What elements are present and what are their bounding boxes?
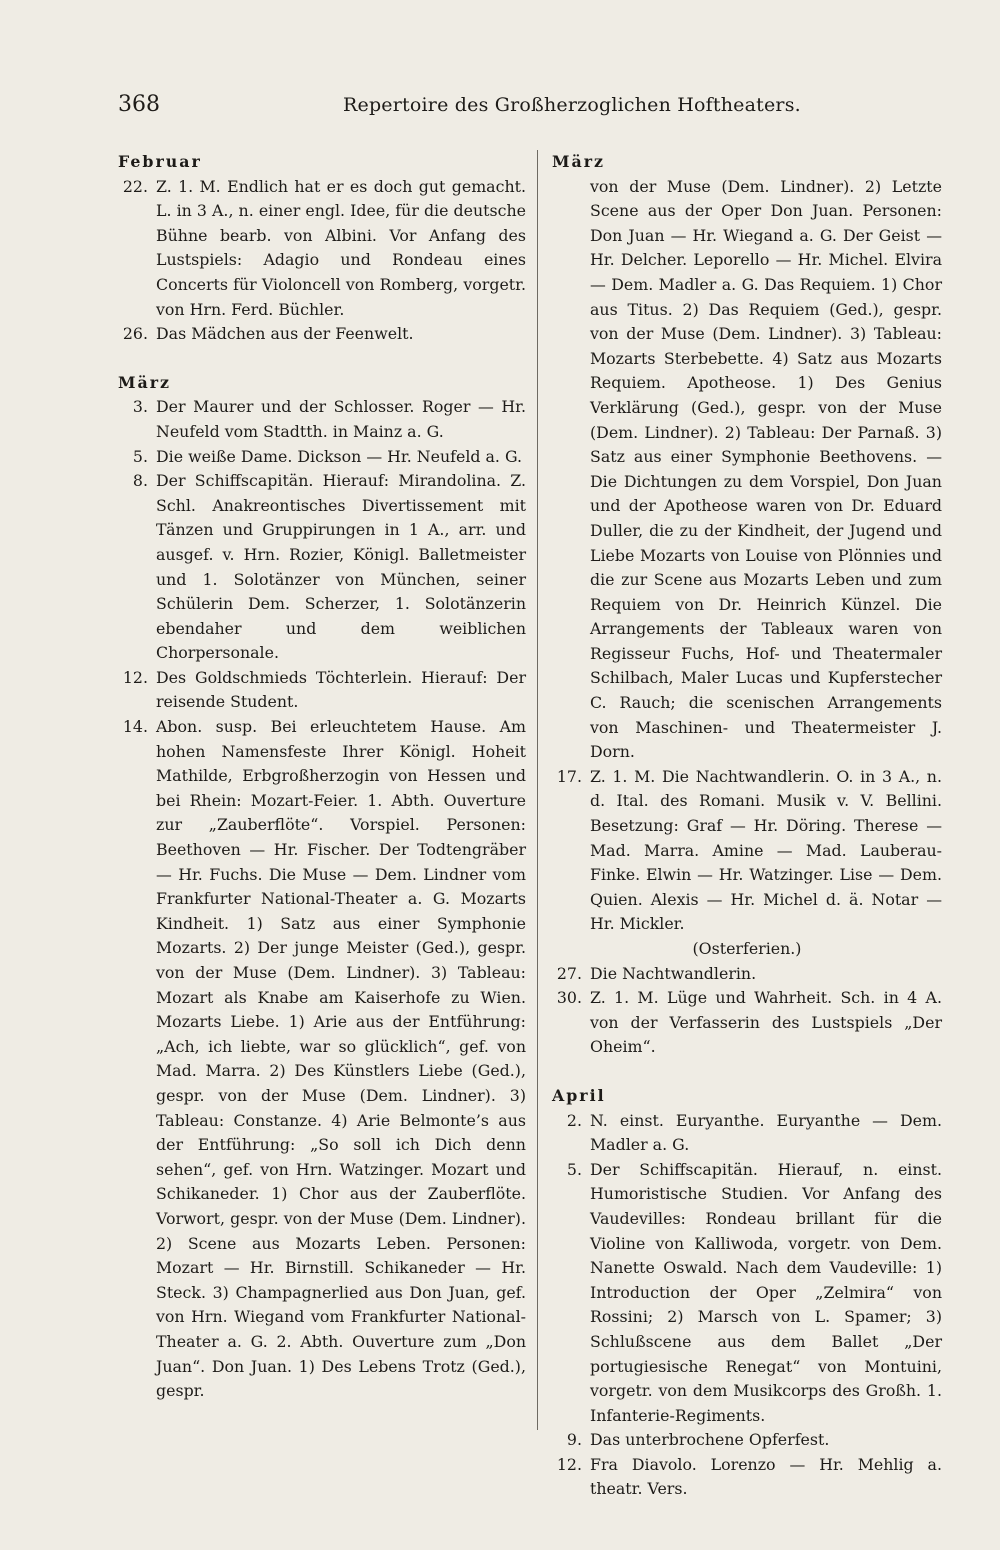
entry-text: Die Nachtwandlerin.	[590, 963, 757, 983]
entry-day: 30.	[556, 988, 582, 1008]
entry-text: Die weiße Dame. Dickson — Hr. Neufeld a. G.	[156, 446, 523, 466]
repertoire-entry	[118, 322, 526, 347]
entry-text: Das Mädchen aus der Feenwelt.	[156, 324, 414, 344]
section-note: (Osterferien.)	[692, 939, 802, 958]
repertoire-entry	[118, 469, 526, 666]
entry-text: Z. 1. M. Lüge und Wahrheit. Sch. in 4 A. von der Verfasserin des Lustspiels „Der Oheim“.	[590, 988, 942, 1057]
column-divider	[537, 150, 538, 1430]
repertoire-entry	[118, 666, 526, 715]
repertoire-entry	[552, 1453, 942, 1502]
entry-day: 5.	[566, 1159, 582, 1179]
entry-day: 27.	[556, 963, 582, 983]
repertoire-entry	[552, 765, 942, 937]
running-title: Repertoire des Großherzoglichen Hoftheaters.	[343, 94, 801, 116]
right-column	[552, 150, 942, 1502]
entry-day: 14.	[122, 717, 148, 737]
entry-text: Der Schiffscapitän. Hierauf, n. einst. Humoristische Studien. Vor Anfang des Vaudevilles: Rondeau brillant für die Violine von Kalliwoda, vorgetr. von Dem. Nanette Oswald. Nach dem Vaudeville: 1) Introduction der Oper „Zelmira“ von Rossini; 2) Marsch von L. Spamer; 3) Schlußscene aus dem Ballet „Der portugiesische Renegat“ von Montuini, vorgetr. von dem Musikcorps des Großh. 1. Infanterie-Regiments.	[590, 1159, 942, 1425]
entry-text: N. einst. Euryanthe. Euryanthe — Dem. Madler a. G.	[590, 1110, 942, 1155]
repertoire-entry	[552, 1109, 942, 1158]
entry-text: Des Goldschmieds Töchterlein. Hierauf: Der reisende Student.	[156, 667, 526, 712]
entry-day: 5.	[132, 446, 148, 466]
entry-text: Das unterbrochene Opferfest.	[590, 1430, 830, 1450]
repertoire-entry	[118, 395, 526, 444]
entry-day: 12.	[122, 667, 148, 687]
repertoire-entry	[118, 175, 526, 323]
left-column	[118, 150, 526, 1404]
repertoire-entry	[552, 1158, 942, 1429]
repertoire-entry	[552, 1428, 942, 1453]
month-heading: April	[552, 1085, 606, 1105]
month-heading: März	[118, 372, 172, 392]
month-heading: März	[552, 152, 606, 171]
entry-text: Abon. susp. Bei erleuchtetem Hause. Am hohen Namensfeste Ihrer Königl. Hoheit Mathilde, Erbgroßherzogin von Hessen und bei Rhein: Mozart-Feier. 1. Abth. Ouverture zur „Zauberflöte“. Vorspiel. Personen: Beethoven — Hr. Fischer. Der Todtengräber — Hr. Fuchs. Die Muse — Dem. Lindner vom Frankfurter National-Theater a. G. Mozarts Kindheit. 1) Satz aus einer Symphonie Mozarts. 2) Der junge Meister (Ged.), gespr. von der Muse (Dem. Lindner). 3) Tableau: Mozart als Knabe am Kaiserhofe zu Wien. Mozarts Liebe. 1) Arie aus der Entführung: „Ach, ich liebte, war so glücklich“, gef. von Mad. Marra. 2) Des Künstlers Liebe (Ged.), gespr. von der Muse (Dem. Lindner). 3) Tableau: Constanze. 4) Arie Belmonte’s aus der Entführung: „So soll ich Dich denn sehen“, gef. von Hrn. Watzinger. Mozart und Schikaneder. 1) Chor aus der Zauberflöte. Vorwort, gespr. von der Muse (Dem. Lindner). 2) Scene aus Mozarts Leben. Personen: Mozart — Hr. Birnstill. Schikaneder — Hr. Steck. 3) Champagnerlied aus Don Juan, gef. von Hrn. Wiegand vom Frankfurter National-Theater a. G. 2. Abth. Ouverture zum „Don Juan“. Don Juan. 1) Des Lebens Trotz (Ged.), gespr.	[156, 717, 526, 1401]
entry-text: Z. 1. M. Endlich hat er es doch gut gemacht. L. in 3 A., n. einer engl. Idee, für die deutsche Bühne bearb. von Albini. Vor Anfang des Lustspiels: Adagio und Rondeau eines Concerts für Violoncell von Romberg, vorgetr. von Hrn. Ferd. Büchler.	[156, 176, 526, 319]
entry-day: 9.	[566, 1430, 582, 1450]
entry-text: Der Schiffscapitän. Hierauf: Mirandolina. Z. Schl. Anakreontisches Divertissement mit Tänzen und Gruppirungen in 1 A., arr. und ausgef. v. Hrn. Rozier, Königl. Balletmeister und 1. Solotänzer von München, seiner Schülerin Dem. Scherzer, 1. Solotänzerin ebendaher und dem weiblichen Chorpersonale.	[156, 471, 526, 663]
repertoire-entry	[552, 986, 942, 1060]
page-number: 368	[118, 92, 160, 117]
entry-day: 3.	[132, 397, 148, 417]
entry-day: 2.	[566, 1110, 582, 1130]
repertoire-entry	[118, 445, 526, 470]
entry-day: 12.	[556, 1454, 582, 1474]
entry-text: Fra Diavolo. Lorenzo — Hr. Mehlig a. theatr. Vers.	[590, 1454, 942, 1499]
entry-text: Der Maurer und der Schlosser. Roger — Hr. Neufeld vom Stadtth. in Mainz a. G.	[156, 397, 526, 441]
entry-day: 22.	[122, 176, 148, 196]
month-heading: Februar	[118, 152, 202, 171]
entry-day: 8.	[132, 471, 148, 491]
repertoire-entry	[118, 715, 526, 1404]
entry-text: Z. 1. M. Die Nachtwandlerin. O. in 3 A., n. d. Ital. des Romani. Musik v. V. Bellini. Besetzung: Graf — Hr. Döring. Therese — Mad. Marra. Amine — Mad. Lauberau-Finke. Elwin — Hr. Watzinger. Lise — Dem. Quien. Alexis — Hr. Michel d. ä. Notar — Hr. Mickler.	[590, 766, 942, 934]
entry-day: 26.	[122, 324, 148, 344]
running-head	[118, 92, 878, 122]
entry-day: 17.	[556, 766, 582, 786]
entry-continuation: von der Muse (Dem. Lindner). 2) Letzte Scene aus der Oper Don Juan. Personen: Don Juan — Hr. Wiegand a. G. Der Geist — Hr. Delcher. Leporello — Hr. Michel. Elvira — Dem. Madler a. G. Das Requiem. 1) Chor aus Titus. 2) Das Requiem (Ged.), gespr. von der Muse (Dem. Lindner). 3) Tableau: Mozarts Sterbebette. 4) Satz aus Mozarts Requiem. Apotheose. 1) Des Genius Verklärung (Ged.), gespr. von der Muse (Dem. Lindner). 2) Tableau: Der Parnaß. 3) Satz aus einer Symphonie Beethovens. — Die Dichtungen zu dem Vorspiel, Don Juan und der Apotheose waren von Dr. Eduard Duller, die zu der Kindheit, der Jugend und Liebe Mozarts von Louise von Plönnies und die zur Scene aus Mozarts Leben und zum Requiem von Dr. Heinrich Künzel. Die Arrangements der Tableaux waren von Regisseur Fuchs, Hof- und Theatermaler Schilbach, Maler Lucas und Kupferstecher C. Rauch; die scenischen Arrangements von Maschinen- und Theatermeister J. Dorn.	[590, 176, 942, 762]
repertoire-entry	[552, 962, 942, 987]
